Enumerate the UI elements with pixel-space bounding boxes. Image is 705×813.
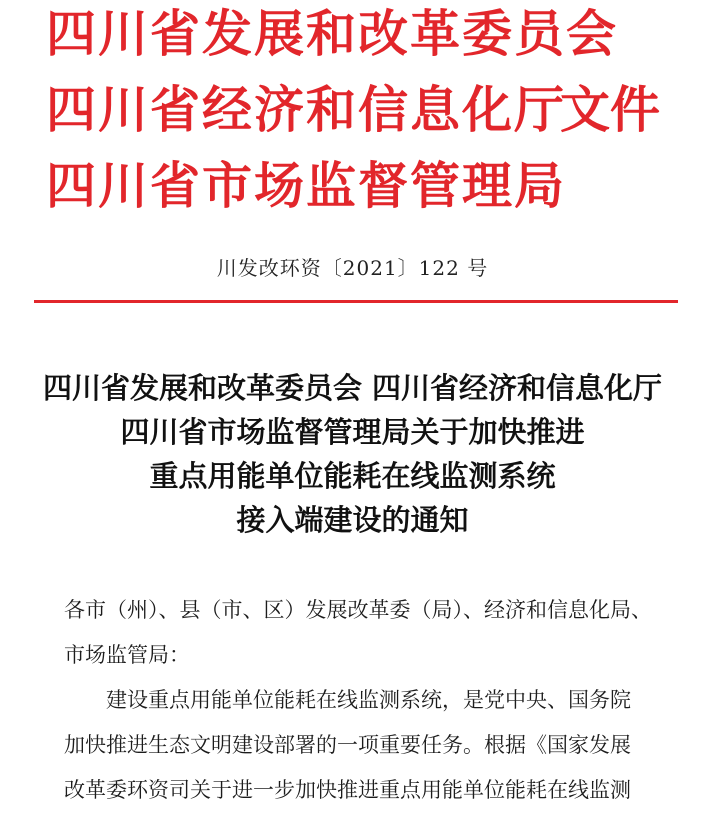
paragraph-line: 建设重点用能单位能耗在线监测系统，是党中央、国务院: [106, 688, 631, 712]
title-line: 四川省市场监督管理局关于加快推进: [120, 415, 585, 449]
title-line: 接入端建设的通知: [236, 503, 469, 537]
issuer-market-supervision-bureau: 四川省市场监督管理局: [46, 157, 566, 215]
document-word: 文件: [560, 81, 660, 139]
document-number: 川发改环资〔2021〕122 号: [216, 256, 489, 280]
issuer-economy-informatization-department: 四川省经济和信息化厅: [46, 81, 566, 139]
addressee-line: 各市（州）、县（市、区）发展改革委（局）、经济和信息化局、: [64, 598, 652, 622]
red-divider: [34, 300, 678, 303]
title-line: 重点用能单位能耗在线监测系统: [149, 459, 556, 493]
document-title: [0, 366, 705, 542]
paragraph-line: 加快推进生态文明建设部署的一项重要任务。根据《国家发展: [64, 733, 631, 757]
addressee-line: 市场监管局：: [64, 643, 190, 667]
issuer-development-reform-commission: 四川省发展和改革委员会: [46, 5, 618, 63]
document-body: [64, 588, 654, 813]
paragraph-line: 改革委环资司关于进一步加快推进重点用能单位能耗在线监测: [64, 778, 631, 802]
title-line: 四川省发展和改革委员会 四川省经济和信息化厅: [42, 371, 663, 405]
